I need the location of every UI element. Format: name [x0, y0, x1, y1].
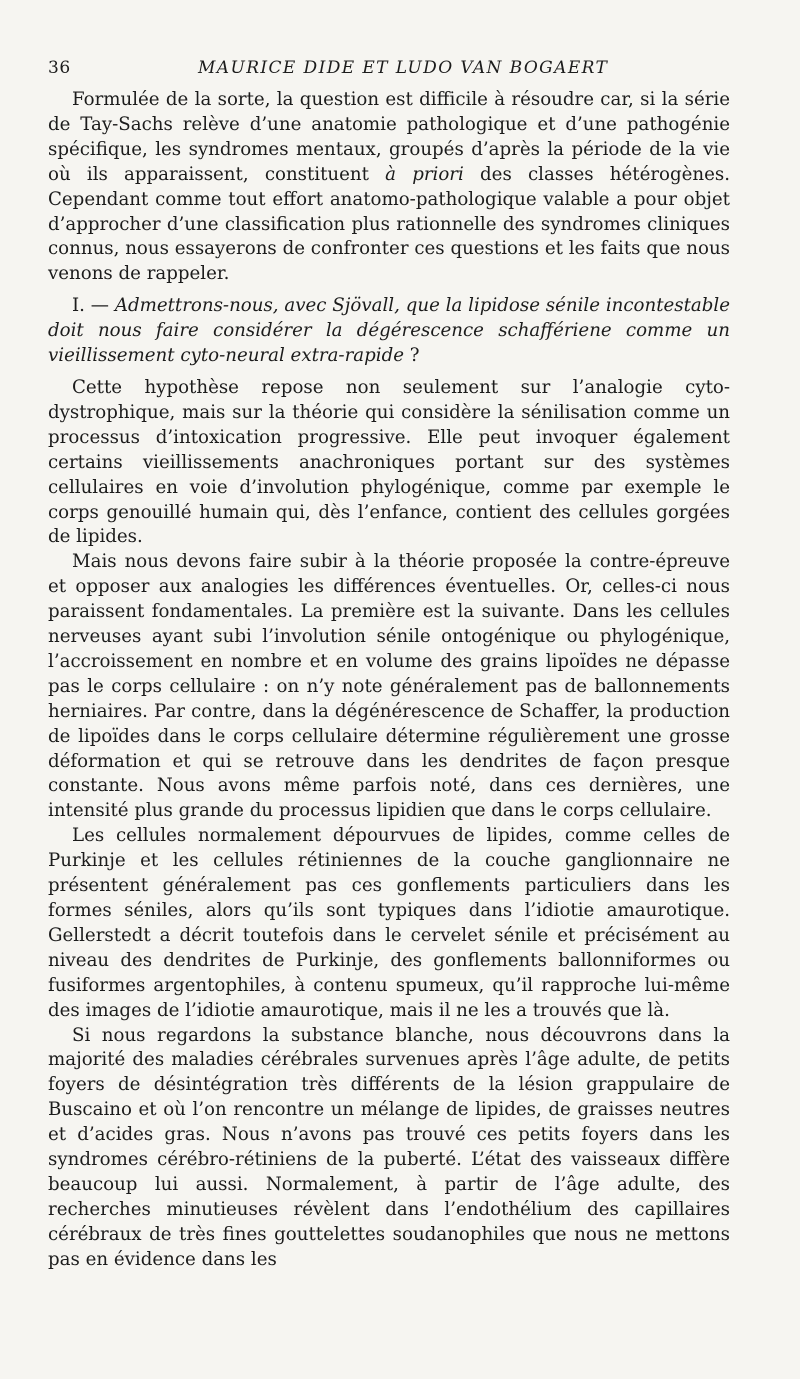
page-header [48, 58, 730, 78]
section-heading-paragraph: I. — Admettrons-nous, avec Sjövall, que la lipidose sénile incontestable doit nous faire considérer la dégérescence schaffériene comme un vieillissement cyto-neural extra-rapide ? [48, 295, 730, 367]
paragraph: Les cellules normalement dépourvues de lipides, comme celles de Purkinje et les cellules rétiniennes de la couche ganglionnaire ne présentent généralement pas ces gonflements particuliers dans les formes séniles, alors qu’ils sont typiques dans l’idiotie amaurotique. Gellerstedt a décrit toutefois dans le cervelet sénile et précisément au niveau des dendrites de Purkinje, des gonflements ballonniformes ou fusiformes argentophiles, à contenu spumeux, qu’il rapproche lui-même des images de l’idiotie amaurotique, mais il ne les a trouvés que là. [48, 825, 730, 1021]
paragraph: Mais nous devons faire subir à la théorie proposée la contre-épreuve et opposer aux analogies les différences éventuelles. Or, celles-ci nous paraissent fondamentales. La première est la suivante. Dans les cellules nerveuses ayant subi l’involution sénile ontogénique ou phylogénique, l’accroissement en nombre et en volume des grains lipoïdes ne dépasse pas le corps cellulaire : on n’y note généralement pas de ballonnements herniaires. Par contre, dans la dégénérescence de Schaffer, la production de lipoïdes dans le corps cellulaire détermine régulièrement une grosse déformation et qui se retrouve dans les dendrites de façon presque constante. Nous avons même parfois noté, dans ces dernières, une intensité plus grande du processus lipidien que dans le corps cellulaire. [48, 551, 730, 822]
page-number: 36 [48, 58, 71, 78]
body-text [48, 88, 730, 1273]
paragraph: Cette hypothèse repose non seulement sur l’analogie cyto-dystrophique, mais sur la théorie qui considère la sénilisation comme un processus d’intoxication progressive. Elle peut invoquer également certains vieillissements anachroniques portant sur des systèmes cellulaires en voie d’involution phylogénique, comme par exemple le corps genouillé humain qui, dès l’enfance, contient des cellules gorgées de lipides. [48, 376, 730, 548]
running-title: MAURICE DIDE ET LUDO VAN BOGAERT [198, 58, 609, 78]
paragraph: Formulée de la sorte, la question est difficile à résoudre car, si la série de Tay-Sachs relève d’une anatomie pathologique et d’une pathogénie spécifique, les syndromes mentaux, groupés d’après la période de la vie où ils apparaissent, constituent à priori des classes hétérogènes. Cependant comme tout effort anatomo-pathologique valable a pour objet d’approcher d’une classification plus rationnelle des syndromes cliniques connus, nous essayerons de confronter ces questions et les faits que nous venons de rappeler. [48, 89, 730, 285]
paragraph: Si nous regardons la substance blanche, nous découvrons dans la majorité des maladies cérébrales survenues après l’âge adulte, de petits foyers de désintégration très différents de la lésion grappulaire de Buscaino et où l’on rencontre un mélange de lipides, de graisses neutres et d’acides gras. Nous n’avons pas trouvé ces petits foyers dans les syndromes cérébro-rétiniens de la puberté. L’état des vaisseaux diffère beaucoup lui aussi. Normalement, à partir de l’âge adulte, des recherches minutieuses révèlent dans l’endothélium des capillaires cérébraux de très fines gouttelettes soudanophiles que nous ne mettons pas en évidence dans les [48, 1024, 730, 1270]
book-page [48, 58, 730, 1273]
